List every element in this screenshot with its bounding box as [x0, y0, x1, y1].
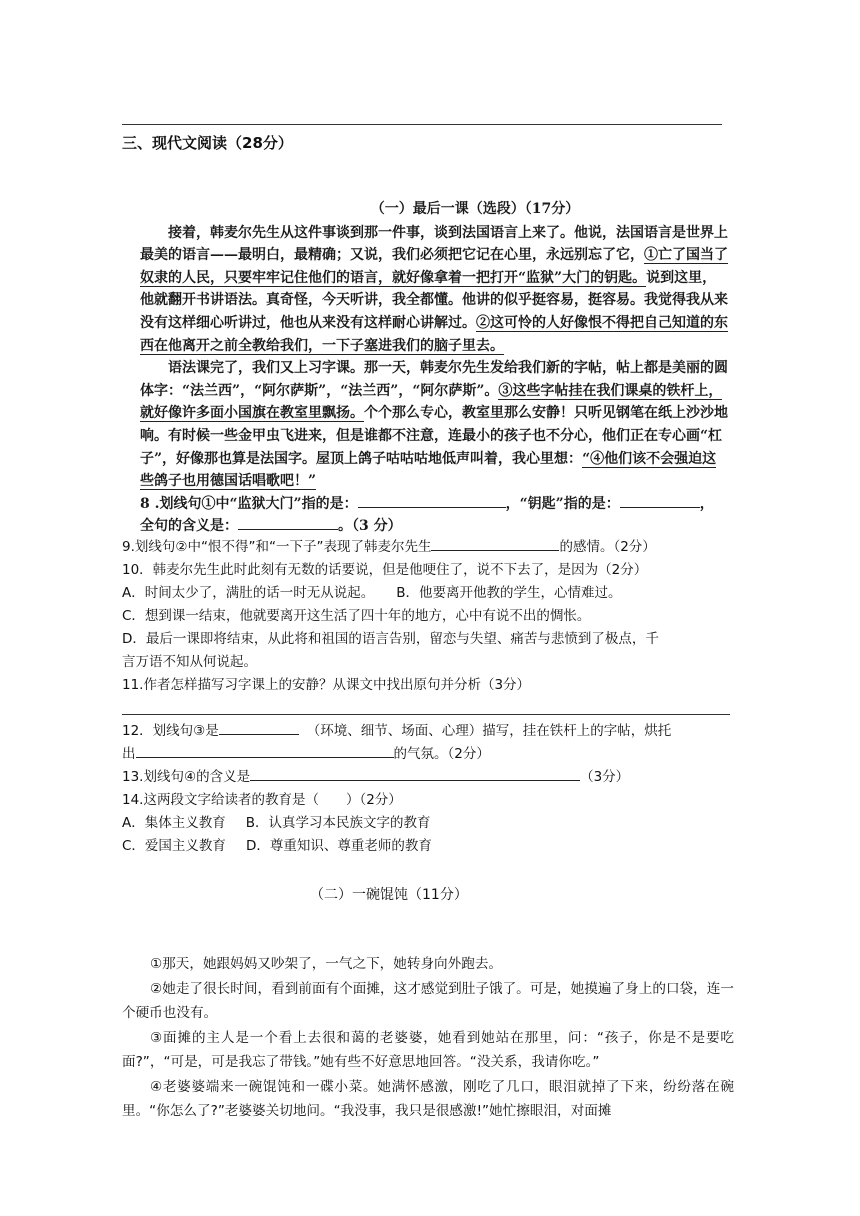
questions-block-2: [122, 720, 742, 858]
top-divider: [122, 124, 722, 125]
q14-option-d: D．尊重知识、尊重老师的教育: [245, 838, 432, 854]
passage-two-title: （二）一碗馄饨（11分）: [310, 887, 468, 903]
underlined-sentence-1: ①亡了国当了奴隶的人民，只要牢牢记住他们的语言，就好像拿着一把打开“监狱”大门的钥匙。: [140, 247, 728, 286]
passage-one-para-2: [140, 357, 730, 493]
q8-text-d: 全句的含义是：: [140, 518, 238, 535]
q14-option-cd: [122, 835, 742, 858]
question-10-stem: 10．韩麦尔先生此时此刻有无数的话要说，但是他哽住了，说不下去了，是因为（2分）: [122, 562, 648, 578]
questions-block: [122, 536, 742, 697]
q9-text-a: 9.划线句②中“恨不得”和“一下子”表现了韩麦尔先生: [122, 539, 432, 555]
passage-two-body: [122, 952, 734, 1124]
q8-blank-prison[interactable]: [358, 506, 506, 508]
q8-blank-key[interactable]: [620, 506, 700, 508]
q10-option-d-line2: 言万语不知从何说起。: [122, 654, 257, 670]
passage-one-para-1: [140, 222, 730, 358]
question-8: [140, 493, 730, 538]
q12-blank-atmosphere[interactable]: [136, 756, 394, 758]
para1-text-b: 说到这里，他就翻开书讲语法。真奇怪，今天听讲，我全都懂。他讲的似乎挺容易，挺容易。我觉得我从来没有这样细心听讲过，他也从来没有这样耐心讲解过。: [140, 269, 728, 331]
q12-text-d: 的气氛。（2分）: [393, 746, 490, 762]
q10-option-d-line1: D．最后一课即将结束，从此将和祖国的语言告别，留恋与失望、痛苦与悲愤到了极点，千: [122, 631, 659, 647]
question-9: [122, 536, 742, 559]
para2-text-a: 语法课完了，我们又上习字课。那一天，韩麦尔先生发给我们新的字帖，帖上都是美丽的圆体字：“法兰西”，“阿尔萨斯”，“法兰西”，“阿尔萨斯”。: [140, 360, 728, 399]
story-para-3: ③面摊的主人是一个看上去很和蔼的老婆婆，她看到她站在那里，问：“孩子，你是不是要吃面?”，“可是，可是我忘了带钱。”她有些不好意思地回答。“没关系，我请你吃。”: [122, 1029, 734, 1070]
q8-text-b: ，“钥匙”指的是：: [505, 495, 620, 512]
q13-text-b: （3分）: [580, 769, 630, 785]
q9-blank[interactable]: [431, 549, 559, 551]
question-12-line1: [122, 720, 742, 743]
q10-option-b: B．他要离开他教的学生，心情难过。: [396, 585, 622, 601]
passage-one-title: （一）最后一课（选段）（17分）: [370, 201, 580, 217]
q12-blank-type[interactable]: [219, 733, 299, 735]
underlined-sentence-4: “④他们该不会强迫这些鸽子也用德国话唱歌吧！”: [140, 450, 717, 490]
q8-text-e: 。（3 分）: [338, 518, 402, 535]
question-11: 11.作者怎样描写习字课上的安静？从课文中找出原句并分析（3分）: [122, 677, 531, 693]
para1-text-a: 接着，韩麦尔先生从这件事谈到那一件事，谈到法国语言上来了。他说，法国语言是世界上最美的语言——最明白，最精确；又说，我们必须把它记在心里，永远别忘了它，: [140, 224, 728, 264]
para2-text-b: 个个那么专心，教室里那么安静！只听见钢笔在纸上沙沙地响。有时候一些金甲虫飞进来，但是谁都不注意，连最小的孩子也不分心，他们正在专心画“杠子”，好像那也算是法国字。屋顶上鸽子咕咕咕地低声叫着，我心里想：: [140, 405, 728, 467]
q8-text-c: ，: [699, 495, 714, 512]
question-12-line2: [122, 743, 742, 766]
q14-option-c: C．爱国主义教育: [122, 838, 226, 854]
q12-text-b: （环境、细节、场面、心理）描写，挂在铁杆上的字帖，烘托: [306, 723, 672, 739]
q11-answer-line[interactable]: [122, 714, 730, 715]
story-para-2: ②她走了很长时间，看到前面有个面摊，这才感觉到肚子饿了。可是，她摸遍了身上的口袋，连一个硬币也没有。: [122, 980, 734, 1021]
q14-option-a: A．集体主义教育: [122, 815, 226, 831]
q10-option-a: A．时间太少了，满肚的话一时无从说起。: [122, 585, 375, 601]
q8-text-a: 8 .划线句①中“监狱大门”指的是：: [140, 495, 358, 512]
q10-option-c: C．想到课一结束，他就要离开这生活了四十年的地方，心中有说不出的惆怅。: [122, 608, 591, 624]
story-para-1: ①那天，她跟妈妈又吵架了，一气之下，她转身向外跑去。: [150, 956, 503, 972]
q10-option-ab: [122, 582, 742, 605]
q13-blank[interactable]: [250, 779, 580, 781]
q14-option-ab: [122, 812, 742, 835]
q14-option-b: B．认真学习本民族文字的教育: [245, 815, 431, 831]
underlined-sentence-3: ③这些字帖挂在我们课桌的铁杆上，就好像许多面小国旗在教室里飘扬。: [140, 382, 723, 422]
q13-text-a: 13.划线句④的含义是: [122, 769, 251, 785]
q12-text-c: 出: [122, 746, 136, 762]
underlined-sentence-2: ②这可怜的人好像恨不得把自己知道的东西在他离开之前全教给我们，一下子塞进我们的脑子里去。: [140, 314, 728, 354]
q8-blank-meaning[interactable]: [238, 528, 338, 530]
question-14-stem: 14.这两段文字给读者的教育是（ ）（2分）: [122, 792, 402, 808]
story-para-4: ④老婆婆端来一碗馄饨和一碟小菜。她满怀感激，刚吃了几口，眼泪就掉了下来，纷纷落在碗里。“你怎么了?”老婆婆关切地问。“我没事，我只是很感激!”她忙擦眼泪，对面摊: [122, 1078, 734, 1119]
section-title: 三、现代文阅读（28分）: [122, 134, 293, 152]
question-13: [122, 766, 742, 789]
passage-one-scan: [140, 198, 730, 538]
q9-text-b: 的感情。（2分）: [559, 539, 656, 555]
q12-text-a: 12．划线句③是: [122, 723, 219, 739]
